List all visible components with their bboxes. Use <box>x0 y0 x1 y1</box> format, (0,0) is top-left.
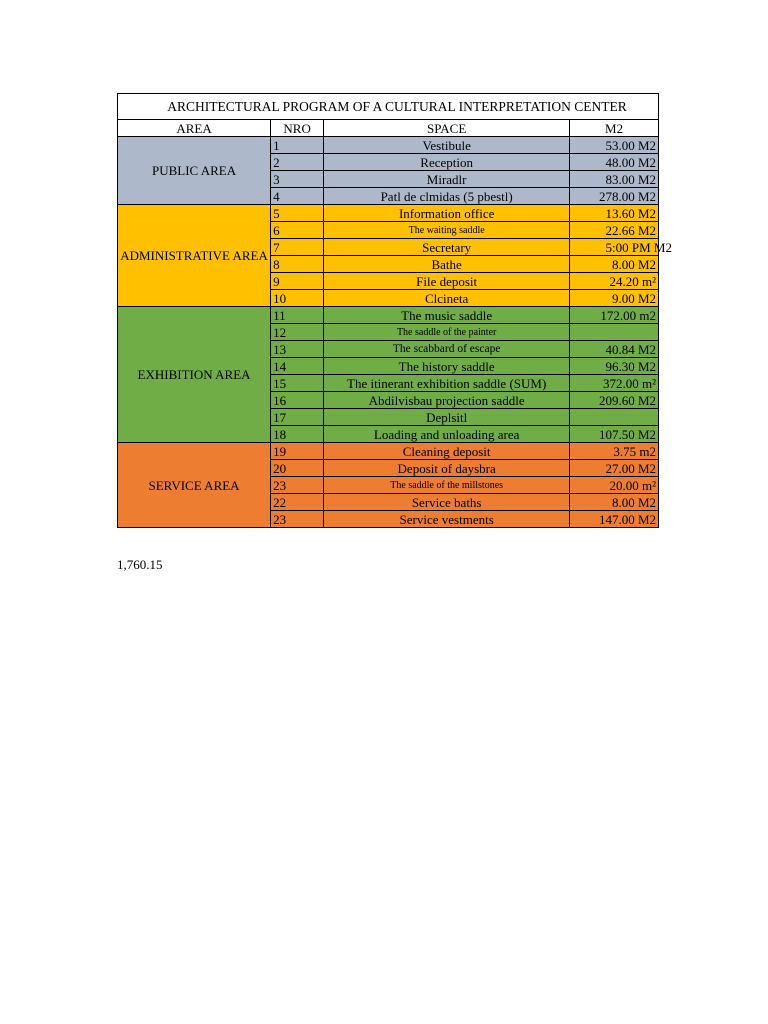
row-nro: 2 <box>271 154 324 171</box>
area-label-public: PUBLIC AREA <box>118 137 271 205</box>
row-space: Deposit of daysbra <box>324 460 570 477</box>
row-nro: 14 <box>271 358 324 375</box>
table-header-row <box>118 120 659 137</box>
row-space: Secretary <box>324 239 570 256</box>
row-m2-value: 5:00 PM M2 <box>605 239 672 255</box>
row-space: The saddle of the millstones <box>324 477 570 494</box>
row-m2: 372.00 m² <box>570 375 659 392</box>
row-m2 <box>570 324 659 341</box>
row-nro: 17 <box>271 409 324 426</box>
row-nro: 22 <box>271 494 324 511</box>
row-nro: 1 <box>271 137 324 154</box>
row-m2: 107.50 M2 <box>570 426 659 443</box>
row-space: The waiting saddle <box>324 222 570 239</box>
header-nro: NRO <box>271 120 324 137</box>
row-nro: 3 <box>271 171 324 188</box>
row-nro: 5 <box>271 205 324 222</box>
row-m2: 22.66 M2 <box>570 222 659 239</box>
row-space: The music saddle <box>324 307 570 324</box>
row-nro: 23 <box>271 511 324 528</box>
row-m2: 48.00 M2 <box>570 154 659 171</box>
row-space: Service vestments <box>324 511 570 528</box>
row-m2: 13.60 M2 <box>570 205 659 222</box>
row-nro: 6 <box>271 222 324 239</box>
area-label-administrative: ADMINISTRATIVE AREA <box>118 205 271 307</box>
row-nro: 4 <box>271 188 324 205</box>
row-nro: 20 <box>271 460 324 477</box>
row-space: Service baths <box>324 494 570 511</box>
row-m2: 8.00 M2 <box>570 494 659 511</box>
table-row <box>118 307 659 324</box>
row-space: The history saddle <box>324 358 570 375</box>
total-area-value: 1,760.15 <box>117 557 163 572</box>
table-title: ARCHITECTURAL PROGRAM OF A CULTURAL INTERPRETATION CENTER <box>118 94 659 120</box>
row-nro: 11 <box>271 307 324 324</box>
row-nro: 7 <box>271 239 324 256</box>
row-nro: 9 <box>271 273 324 290</box>
row-m2: 53.00 M2 <box>570 137 659 154</box>
row-m2: 9.00 M2 <box>570 290 659 307</box>
row-space: Miradlr <box>324 171 570 188</box>
row-space: Cleaning deposit <box>324 443 570 460</box>
architectural-program-table <box>117 93 672 528</box>
row-m2: 20.00 m² <box>570 477 659 494</box>
row-m2: 83.00 M2 <box>570 171 659 188</box>
row-space: Clcineta <box>324 290 570 307</box>
row-nro: 10 <box>271 290 324 307</box>
table-row <box>118 137 659 154</box>
row-m2: 209.60 M2 <box>570 392 659 409</box>
row-nro: 16 <box>271 392 324 409</box>
row-m2: 147.00 M2 <box>570 511 659 528</box>
table-row <box>118 443 659 460</box>
table-row <box>118 205 659 222</box>
row-space: Loading and unloading area <box>324 426 570 443</box>
row-space: The itinerant exhibition saddle (SUM) <box>324 375 570 392</box>
row-m2: 278.00 M2 <box>570 188 659 205</box>
header-m2: M2 <box>570 120 659 137</box>
row-nro: 12 <box>271 324 324 341</box>
row-space: File deposit <box>324 273 570 290</box>
row-m2: 3.75 m2 <box>570 443 659 460</box>
row-m2 <box>570 409 659 426</box>
row-m2: 96.30 M2 <box>570 358 659 375</box>
row-m2: 172.00 m2 <box>570 307 659 324</box>
row-nro: 23 <box>271 477 324 494</box>
row-m2: 8.00 M2 <box>570 256 659 273</box>
row-nro: 8 <box>271 256 324 273</box>
row-space: Vestibule <box>324 137 570 154</box>
row-space: Reception <box>324 154 570 171</box>
row-nro: 18 <box>271 426 324 443</box>
row-space: Abdilvisbau projection saddle <box>324 392 570 409</box>
header-space: SPACE <box>324 120 570 137</box>
row-space: Information office <box>324 205 570 222</box>
row-m2: 27.00 M2 <box>570 460 659 477</box>
row-nro: 15 <box>271 375 324 392</box>
area-label-service: SERVICE AREA <box>118 443 271 528</box>
header-area: AREA <box>118 120 271 137</box>
row-space: The scabbard of escape <box>324 341 570 358</box>
row-m2: 40.84 M2 <box>570 341 659 358</box>
row-space: Bathe <box>324 256 570 273</box>
row-space: Patl de clmidas (5 pbestl) <box>324 188 570 205</box>
row-space: Deplsitl <box>324 409 570 426</box>
row-m2: 24.20 m² <box>570 273 659 290</box>
row-m2 <box>570 239 672 256</box>
row-nro: 13 <box>271 341 324 358</box>
row-nro: 19 <box>271 443 324 460</box>
area-label-exhibition: EXHIBITION AREA <box>118 307 271 443</box>
row-space: The saddle of the painter <box>324 324 570 341</box>
